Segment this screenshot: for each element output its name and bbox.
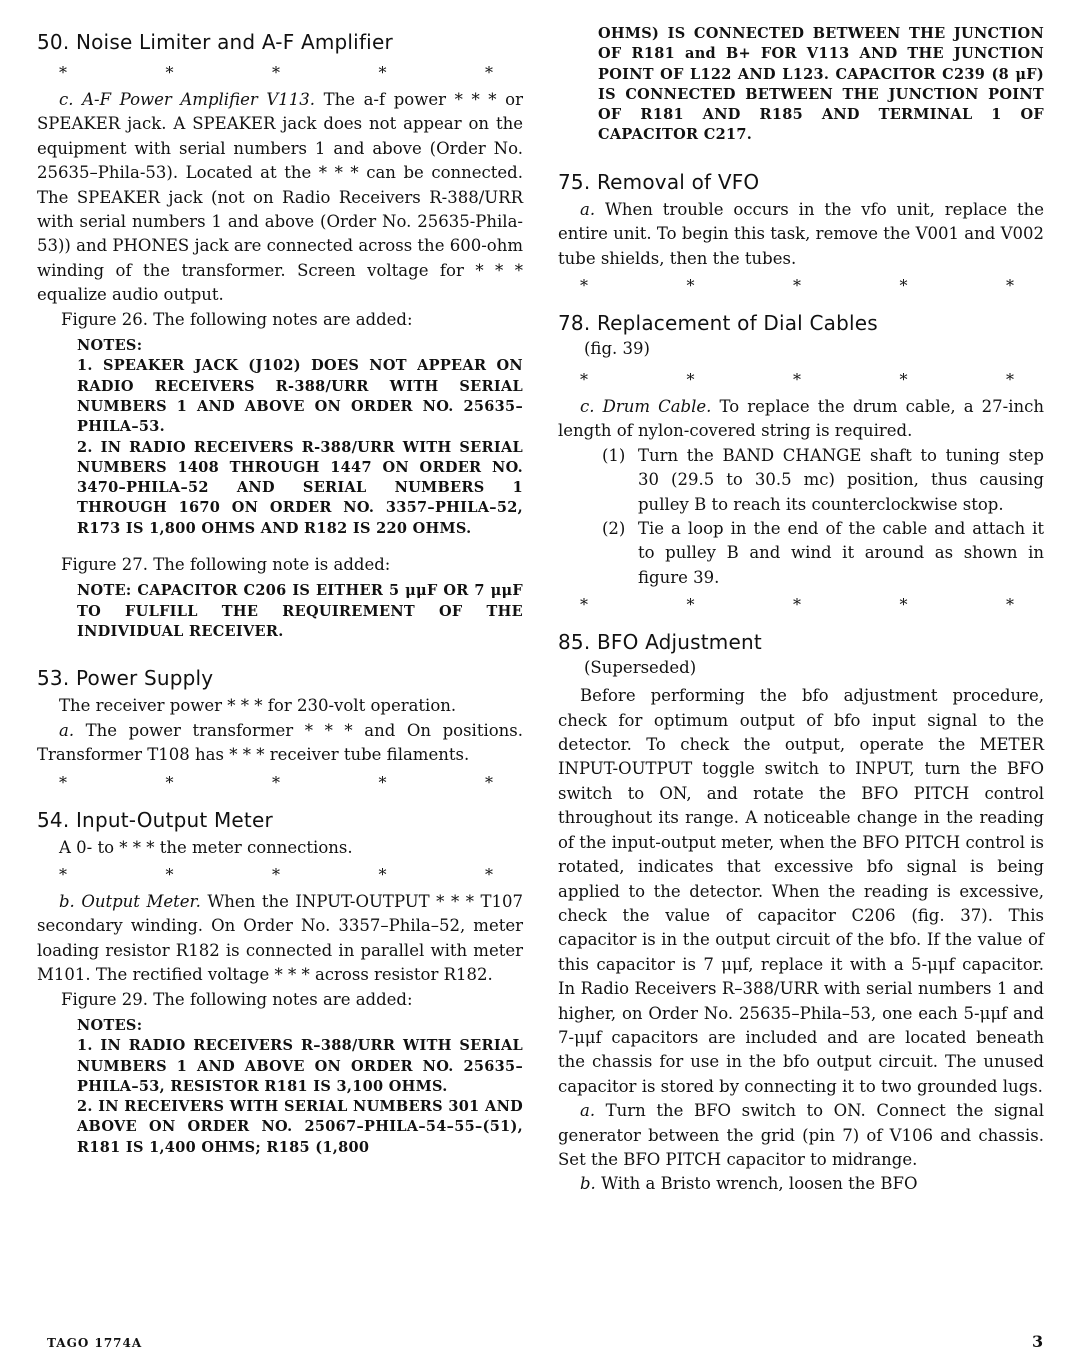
notes-block <box>37 336 523 539</box>
star-mark: * <box>272 63 280 82</box>
section-heading: 50. Noise Limiter and A-F Amplifier <box>37 30 393 54</box>
paragraph-lead: c. <box>59 90 83 109</box>
star-mark: * <box>485 772 493 792</box>
paragraph <box>37 719 523 768</box>
star-mark: * <box>272 772 280 792</box>
note-line: 2. IN RADIO RECEIVERS R-388/URR WITH SERIAL NUMBERS 1408 THROUGH 1447 ON ORDER NO. 3470–PHILA–52 AND SERIAL NUMBERS 1 THROUGH 1670 ON ORDER NO. 3357–PHILA–52, R173 IS 1,800 OHMS AND R182 IS 220 OHMS. <box>77 438 523 537</box>
paragraph-title: Output Meter. <box>81 891 201 911</box>
paragraph <box>37 890 523 988</box>
paragraph-text: To replace the drum cable, a 27-inch length of nylon-covered string is required. <box>558 397 1044 441</box>
omission-stars <box>558 590 1044 620</box>
paragraph-lead: a. <box>59 720 86 740</box>
note-line: NOTE: CAPACITOR C206 IS EITHER 5 μμF OR 7 μμF TO FULFILL THE REQUIREMENT OF THE INDIVIDUAL RECEIVER. <box>77 582 523 641</box>
section-heading: 85. BFO Adjustment <box>558 630 762 655</box>
figure-note-intro: Figure 26. The following notes are added: <box>61 309 413 329</box>
numbered-step <box>602 444 1044 517</box>
note-line: NOTES: <box>77 1016 143 1034</box>
star-mark: * <box>580 276 588 295</box>
star-mark: * <box>686 370 695 389</box>
star-mark: * <box>59 864 67 884</box>
paragraph <box>37 836 523 860</box>
paragraph-lead: a. <box>580 199 605 219</box>
note-line: 2. IN RECEIVERS WITH SERIAL NUMBERS 301 AND ABOVE ON ORDER NO. 25067–PHILA–54–55–(51), R181 IS 1,400 OHMS; R185 (1,800 <box>77 1098 523 1156</box>
star-mark: * <box>686 595 695 615</box>
paragraph-text: When the INPUT-OUTPUT * * * T107 secondary winding. On Order No. 3357–Phila–52, meter loading resistor R182 is connected in parallel with meter M101. The rectified voltage * * * across resistor R182. <box>37 891 523 985</box>
paragraph-text: Turn the BFO switch to ON. Connect the signal generator between the grid (pin 7) of V106 and chassis. Set the BFO PITCH capacitor to midrange. <box>558 1101 1045 1169</box>
star-mark: * <box>899 370 908 389</box>
paragraph-text: The power transformer * * * and On positions. Transformer T108 has * * * receiver tube filaments. <box>37 720 524 765</box>
paragraph <box>37 694 523 718</box>
star-mark: * <box>899 276 908 295</box>
paragraph-title: Drum Cable. <box>602 397 712 416</box>
note-line: 1. IN RADIO RECEIVERS R–388/URR WITH SERIAL NUMBERS 1 AND ABOVE ON ORDER NO. 25635–PHILA–53, RESISTOR R181 IS 3,100 OHMS. <box>77 1037 523 1095</box>
paragraph-text: The a-f power * * * or SPEAKER jack. A SPEAKER jack does not appear on the equipment with serial numbers 1 and above (Order No. 25635–Phila-53). Located at the * * * can be connected. The SPEAKER jack (not on Radio Receivers R-388/URR with serial numbers 1 and above (Order No. 25635-Phila-53)) and PHONES jack are connected across the 600-ohm winding of the transformer. Screen voltage for * * * equalize audio output. <box>37 90 523 305</box>
spacer <box>37 543 523 553</box>
star-mark: * <box>165 864 174 884</box>
step-number: (2) <box>602 519 626 539</box>
star-mark: * <box>686 276 695 295</box>
star-mark: * <box>1006 595 1014 615</box>
paragraph <box>558 1172 1044 1196</box>
notes-block <box>558 24 1044 146</box>
paragraph <box>558 1099 1044 1172</box>
spacer <box>37 1162 523 1172</box>
paragraph-title: A-F Power Amplifier V113. <box>82 90 315 109</box>
step-text: Turn the BAND CHANGE shaft to tuning step 30 (29.5 to 30.5 mc) position, thus causing pulley B to reach its counterclockwise stop. <box>638 445 1044 514</box>
figure-note-intro: Figure 29. The following notes are added: <box>61 989 413 1009</box>
left-column <box>37 20 523 1172</box>
figure-note-intro: Figure 27. The following note is added: <box>61 555 391 575</box>
step-number: (1) <box>602 445 626 465</box>
note-line: OHMS) IS CONNECTED BETWEEN THE JUNCTION OF R181 and B+ FOR V113 AND THE JUNCTION POINT OF L122 AND L123. CAPACITOR C239 (8 μF) IS CONNECTED BETWEEN THE JUNCTION POINT OF R181 AND R185 AND TERMINAL 1 OF CAPACITOR C217. <box>598 25 1044 144</box>
omission-stars <box>558 365 1044 395</box>
star-mark: * <box>793 370 801 389</box>
star-mark: * <box>59 772 67 792</box>
section-heading: 54. Input-Output Meter <box>37 807 273 832</box>
note-line: NOTES: <box>77 337 143 355</box>
omission-stars <box>558 271 1044 301</box>
section-subheading: (fig. 39) <box>584 339 650 358</box>
omission-stars <box>37 768 523 798</box>
star-mark: * <box>1006 370 1014 389</box>
spacer <box>37 646 523 656</box>
star-mark: * <box>165 772 174 792</box>
section-subheading: (Superseded) <box>584 658 697 678</box>
star-mark: * <box>899 595 908 615</box>
star-mark: * <box>378 772 387 792</box>
star-mark: * <box>378 63 387 82</box>
paragraph-text: When trouble occurs in the vfo unit, replace the entire unit. To begin this task, remove the V001 and V002 tube shields, then the tubes. <box>558 199 1044 268</box>
paragraph-text: With a Bristo wrench, loosen the BFO <box>601 1174 918 1194</box>
paragraph <box>37 88 523 308</box>
star-mark: * <box>59 63 67 82</box>
page-number: 3 <box>1032 1332 1045 1351</box>
paragraph <box>558 684 1044 1099</box>
star-mark: * <box>485 63 493 82</box>
star-mark: * <box>165 63 174 82</box>
paragraph <box>558 395 1044 444</box>
right-column <box>558 20 1044 1197</box>
notes-block <box>37 581 523 642</box>
notes-block <box>37 1016 523 1158</box>
star-mark: * <box>793 595 801 615</box>
omission-stars <box>37 860 523 890</box>
paragraph-text: A 0- to * * * the meter connections. <box>59 837 353 857</box>
spacer <box>558 150 1044 160</box>
paragraph-lead: b. <box>59 891 82 911</box>
section-heading: 53. Power Supply <box>37 666 214 691</box>
footer-code: TAGO 1774A <box>47 1336 143 1350</box>
star-mark: * <box>1006 276 1014 295</box>
star-mark: * <box>580 370 588 389</box>
star-mark: * <box>485 864 493 884</box>
paragraph-text: Before performing the bfo adjustment procedure, check for optimum output of bfo input signal to the detector. To check the output, operate the METER INPUT-OUTPUT toggle switch to INPUT, turn the BFO switch to ON, and rotate the BFO PITCH control throughout its range. A noticeable change in the reading of the input-output meter, when the BFO PITCH control is rotated, indicates that excessive bfo signal is being applied to the detector. When the reading is excessive, check the value of capacitor C206 (fig. 37). This capacitor is in the output circuit of the bfo. If the value of this capacitor is 7 μμf, replace it with a 5-μμf capacitor. In Radio Receivers R–388/URR with serial numbers 1 and higher, on Order No. 25635–Phila–53, one each 5-μμf and 7-μμf capacitors are included and are located beneath the chassis for use in the bfo output circuit. The unused capacitor is stored by connecting it to two grounded lugs. <box>558 686 1044 1096</box>
paragraph-lead: c. <box>580 397 603 416</box>
star-mark: * <box>580 595 588 615</box>
paragraph-text: The receiver power * * * for 230-volt operation. <box>59 696 457 716</box>
star-mark: * <box>378 864 387 884</box>
omission-stars <box>37 58 523 88</box>
step-text: Tie a loop in the end of the cable and attach it to pulley B and wind it around as shown in figure 39. <box>638 519 1044 587</box>
numbered-step <box>602 517 1044 590</box>
paragraph-lead: a. <box>580 1101 606 1121</box>
section-heading: 75. Removal of VFO <box>558 169 760 194</box>
star-mark: * <box>272 864 280 884</box>
star-mark: * <box>793 276 801 295</box>
section-heading: 78. Replacement of Dial Cables <box>558 311 878 335</box>
paragraph-lead: b. <box>580 1174 602 1194</box>
paragraph <box>558 198 1044 271</box>
note-line: 1. SPEAKER JACK (J102) DOES NOT APPEAR ON RADIO RECEIVERS R-388/URR WITH SERIAL NUMBERS 1 AND ABOVE ON ORDER NO. 25635–PHILA–53. <box>77 357 523 436</box>
